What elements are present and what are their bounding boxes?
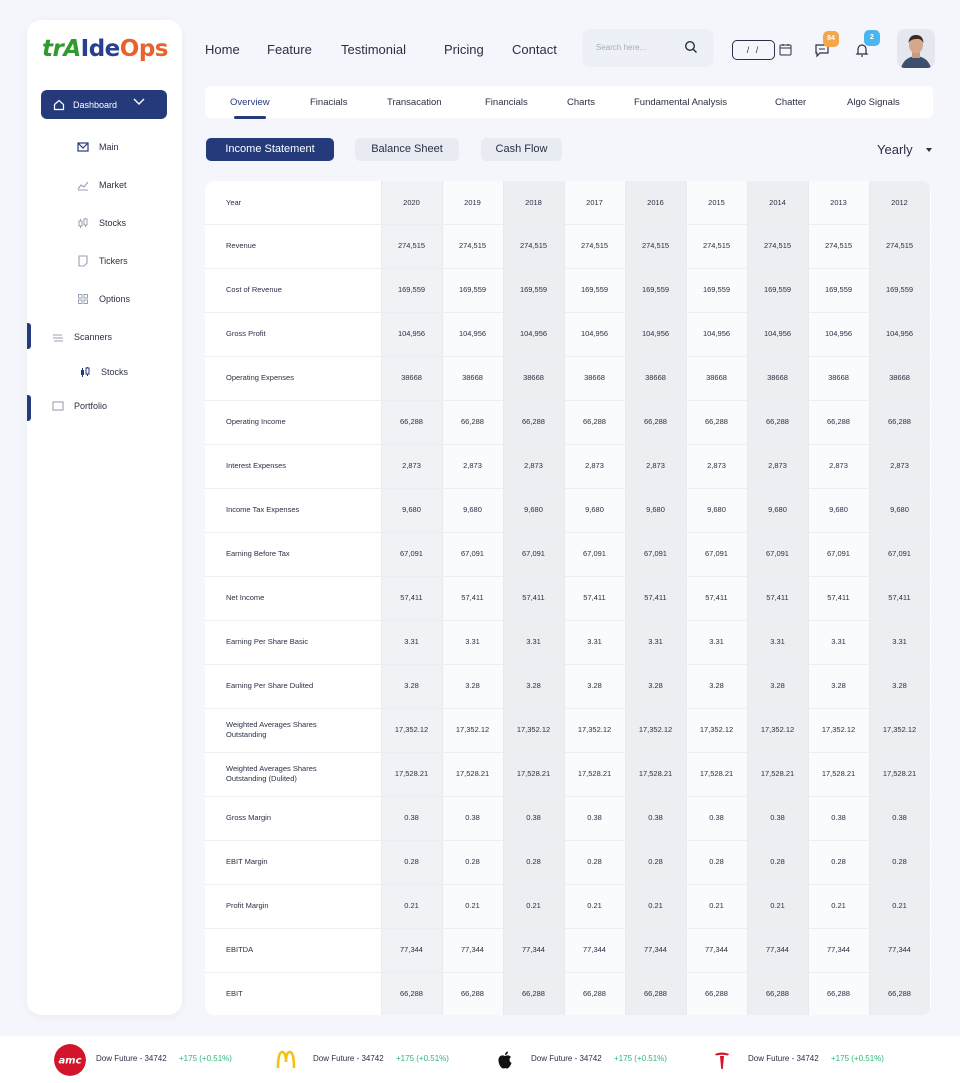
row-divider [205, 840, 931, 841]
table-cell: 17,528.21 [699, 769, 734, 778]
table-cell: 77,344 [827, 945, 850, 954]
table-cell: 3.28 [587, 681, 602, 690]
row-label: EBITDA [226, 945, 254, 954]
table-cell: 38668 [584, 373, 605, 382]
row-divider [205, 532, 931, 533]
row-divider [205, 972, 931, 973]
table-cell: 104,956 [397, 329, 426, 338]
table-cell: 17,352.12 [882, 725, 917, 734]
mcdonalds-logo [270, 1044, 302, 1076]
table-cell: 67,091 [522, 549, 545, 558]
table-cell: 17,352.12 [394, 725, 429, 734]
table-cell: 67,091 [888, 549, 911, 558]
table-cell: 17,352.12 [516, 725, 551, 734]
table-cell: 0.21 [648, 901, 663, 910]
year-header: 2014 [769, 198, 786, 207]
table-cell: 104,956 [519, 329, 548, 338]
nav-home[interactable]: Home [205, 42, 240, 57]
table-cell: 274,515 [702, 241, 731, 250]
table-cell: 17,352.12 [577, 725, 612, 734]
sidebar [27, 20, 182, 1015]
table-cell: 9,680 [768, 505, 787, 514]
table-cell: 57,411 [827, 593, 850, 602]
table-cell: 2,873 [402, 461, 421, 470]
table-cell: 66,288 [583, 417, 606, 426]
table-cell: 66,288 [766, 417, 789, 426]
table-cell: 67,091 [461, 549, 484, 558]
table-cell: 169,559 [458, 285, 487, 294]
table-cell: 0.28 [770, 857, 785, 866]
table-cell: 17,352.12 [699, 725, 734, 734]
avatar[interactable] [897, 29, 935, 68]
table-cell: 0.38 [831, 813, 846, 822]
ticker-change: +175 (+0.51%) [614, 1054, 667, 1063]
table-cell: 17,352.12 [638, 725, 673, 734]
table-cell: 0.38 [709, 813, 724, 822]
ticker-name: Dow Future - 34742 [748, 1054, 819, 1063]
table-cell: 66,288 [583, 988, 606, 998]
row-divider [205, 576, 931, 577]
row-label: Earning Per Share Dulited [226, 681, 314, 690]
active-marker [27, 395, 31, 421]
table-cell: 67,091 [705, 549, 728, 558]
row-label: Weighted Averages Shares Outstanding [226, 720, 317, 739]
mail-icon [77, 141, 89, 153]
table-cell: 2,873 [463, 461, 482, 470]
table-cell: 57,411 [461, 593, 484, 602]
table-cell: 0.21 [892, 901, 907, 910]
table-cell: 17,528.21 [455, 769, 490, 778]
svg-text:amc: amc [58, 1055, 82, 1067]
row-label: Profit Margin [226, 901, 269, 910]
table-cell: 0.38 [587, 813, 602, 822]
active-marker [27, 323, 31, 349]
row-divider [205, 796, 931, 797]
table-cell: 169,559 [763, 285, 792, 294]
year-header: 2020 [403, 198, 420, 207]
nav-pricing[interactable]: Pricing [444, 42, 484, 57]
table-cell: 66,288 [888, 417, 911, 426]
table-cell: 9,680 [402, 505, 421, 514]
table-cell: 77,344 [766, 945, 789, 954]
table-cell: 17,352.12 [455, 725, 490, 734]
table-cell: 2,873 [585, 461, 604, 470]
balance-sheet-button[interactable]: Balance Sheet [355, 138, 459, 161]
table-cell: 77,344 [583, 945, 606, 954]
table-cell: 3.31 [892, 637, 907, 646]
table-cell: 3.31 [526, 637, 541, 646]
tab-fundamental-analysis[interactable]: Fundamental Analysis [634, 97, 727, 108]
table-cell: 66,288 [522, 417, 545, 426]
table-cell: 57,411 [400, 593, 423, 602]
layers-icon [52, 331, 64, 343]
tab-algo-signals[interactable]: Algo Signals [847, 97, 900, 108]
grid-icon [77, 293, 89, 305]
table-cell: 57,411 [583, 593, 606, 602]
row-label: Gross Profit [226, 329, 266, 338]
row-label: EBIT [226, 988, 243, 998]
table-cell: 17,528.21 [577, 769, 612, 778]
candlestick-icon [79, 366, 91, 378]
sidebar-item-stocks[interactable]: Stocks [77, 217, 126, 229]
table-cell: 104,956 [763, 329, 792, 338]
income-statement-button[interactable]: Income Statement [206, 138, 334, 161]
sidebar-item-scanners-stocks[interactable]: Stocks [79, 366, 128, 378]
table-cell: 0.21 [526, 901, 541, 910]
search-placeholder: Search here... [596, 43, 647, 52]
table-cell: 169,559 [580, 285, 609, 294]
table-cell: 66,288 [461, 988, 484, 998]
table-cell: 3.31 [770, 637, 785, 646]
table-cell: 274,515 [397, 241, 426, 250]
tab-financials[interactable]: Financials [485, 97, 528, 108]
logo[interactable]: trAIdeOps [42, 36, 168, 62]
chevron-down-icon [133, 98, 145, 106]
table-cell: 9,680 [524, 505, 543, 514]
ticker-change: +175 (+0.51%) [831, 1054, 884, 1063]
table-cell: 38668 [767, 373, 788, 382]
row-label: Operating Income [226, 417, 286, 426]
table-cell: 0.28 [526, 857, 541, 866]
table-cell: 9,680 [585, 505, 604, 514]
table-cell: 66,288 [400, 417, 423, 426]
table-cell: 274,515 [641, 241, 670, 250]
table-cell: 57,411 [522, 593, 545, 602]
table-cell: 3.28 [892, 681, 907, 690]
tesla-logo [706, 1044, 738, 1076]
table-cell: 2,873 [646, 461, 665, 470]
ticker-name: Dow Future - 34742 [96, 1054, 167, 1063]
amc-logo [54, 1044, 86, 1076]
table-cell: 104,956 [458, 329, 487, 338]
table-cell: 67,091 [400, 549, 423, 558]
table-cell: 3.31 [465, 637, 480, 646]
note-icon [77, 255, 89, 267]
table-cell: 0.38 [770, 813, 785, 822]
row-label: Weighted Averages Shares Outstanding (Dulited) [226, 764, 317, 783]
table-cell: 169,559 [641, 285, 670, 294]
calendar-icon[interactable] [779, 43, 792, 56]
row-divider [205, 444, 931, 445]
row-label: EBIT Margin [226, 857, 268, 866]
home-icon [53, 99, 65, 111]
table-cell: 9,680 [829, 505, 848, 514]
nav-feature[interactable]: Feature [267, 42, 312, 57]
table-cell: 67,091 [827, 549, 850, 558]
year-header: 2012 [891, 198, 908, 207]
ticker-name: Dow Future - 34742 [531, 1054, 602, 1063]
table-cell: 17,528.21 [760, 769, 795, 778]
table-cell: 17,528.21 [638, 769, 673, 778]
tab-chatter[interactable]: Chatter [775, 97, 807, 108]
table-cell: 77,344 [644, 945, 667, 954]
chart-line-icon [77, 179, 89, 191]
dashboard-label: Dashboard [73, 99, 118, 110]
table-cell: 57,411 [705, 593, 728, 602]
nav-contact[interactable]: Contact [512, 42, 557, 57]
year-header: 2016 [647, 198, 664, 207]
sidebar-item-options[interactable]: Options [77, 293, 130, 305]
table-cell: 66,288 [766, 988, 789, 998]
nav-testimonial[interactable]: Testimonial [341, 42, 407, 57]
row-label: Gross Margin [226, 813, 272, 822]
table-cell: 0.21 [465, 901, 480, 910]
row-divider [205, 268, 931, 269]
table-cell: 38668 [401, 373, 422, 382]
row-label: Revenue [226, 241, 257, 250]
date-input[interactable]: / / [732, 40, 775, 60]
avatar-image [897, 29, 935, 68]
table-cell: 3.28 [465, 681, 480, 690]
table-cell: 38668 [828, 373, 849, 382]
income-statement-table [205, 181, 931, 1015]
row-label: Operating Expenses [226, 373, 294, 382]
table-cell: 9,680 [646, 505, 665, 514]
table-cell: 2,873 [524, 461, 543, 470]
table-cell: 66,288 [644, 988, 667, 998]
table-cell: 66,288 [705, 988, 728, 998]
row-divider [205, 400, 931, 401]
table-cell: 3.28 [526, 681, 541, 690]
sidebar-item-tickers[interactable]: Tickers [77, 255, 128, 267]
table-cell: 169,559 [824, 285, 853, 294]
table-cell: 66,288 [400, 988, 423, 998]
table-cell: 169,559 [397, 285, 426, 294]
table-cell: 104,956 [885, 329, 914, 338]
row-divider [205, 708, 931, 709]
table-cell: 2,873 [768, 461, 787, 470]
table-cell: 274,515 [519, 241, 548, 250]
tab-charts[interactable]: Charts [567, 97, 595, 108]
table-cell: 66,288 [644, 417, 667, 426]
table-cell: 17,528.21 [516, 769, 551, 778]
active-tab-underline [234, 116, 266, 119]
search-icon[interactable] [684, 40, 698, 54]
folder-icon [52, 400, 64, 412]
caret-down-icon[interactable] [926, 148, 932, 152]
table-cell: 77,344 [705, 945, 728, 954]
table-cell: 66,288 [888, 988, 911, 998]
sidebar-item-portfolio[interactable]: Portfolio [52, 400, 107, 412]
year-header: 2018 [525, 198, 542, 207]
table-cell: 0.28 [587, 857, 602, 866]
year-header: 2013 [830, 198, 847, 207]
table-cell: 9,680 [463, 505, 482, 514]
table-cell: 38668 [462, 373, 483, 382]
table-cell: 67,091 [583, 549, 606, 558]
table-cell: 66,288 [827, 988, 850, 998]
table-cell: 67,091 [766, 549, 789, 558]
table-cell: 3.31 [648, 637, 663, 646]
table-cell: 66,288 [705, 417, 728, 426]
table-cell: 0.28 [892, 857, 907, 866]
table-cell: 38668 [645, 373, 666, 382]
table-cell: 17,352.12 [821, 725, 856, 734]
dashboard-button[interactable] [41, 90, 167, 119]
table-cell: 9,680 [707, 505, 726, 514]
row-divider [205, 928, 931, 929]
table-cell: 66,288 [461, 417, 484, 426]
table-cell: 3.28 [709, 681, 724, 690]
row-divider [205, 356, 931, 357]
search-input[interactable] [582, 29, 714, 67]
table-cell: 77,344 [400, 945, 423, 954]
table-cell: 0.21 [770, 901, 785, 910]
table-cell: 0.38 [648, 813, 663, 822]
table-cell: 0.21 [404, 901, 419, 910]
sidebar-item-market[interactable]: Market [77, 179, 127, 191]
table-cell: 66,288 [827, 417, 850, 426]
row-divider [205, 620, 931, 621]
year-header: 2015 [708, 198, 725, 207]
tab-overview[interactable]: Overview [230, 97, 270, 108]
row-divider [205, 752, 931, 753]
table-cell: 104,956 [702, 329, 731, 338]
table-cell: 104,956 [641, 329, 670, 338]
table-cell: 0.21 [831, 901, 846, 910]
header-label: Year [226, 198, 242, 207]
table-cell: 17,528.21 [882, 769, 917, 778]
table-cell: 57,411 [644, 593, 667, 602]
table-cell: 169,559 [885, 285, 914, 294]
table-cell: 104,956 [824, 329, 853, 338]
table-cell: 274,515 [824, 241, 853, 250]
table-cell: 274,515 [580, 241, 609, 250]
table-cell: 3.31 [404, 637, 419, 646]
table-cell: 2,873 [890, 461, 909, 470]
ticker-change: +175 (+0.51%) [179, 1054, 232, 1063]
table-cell: 0.21 [709, 901, 724, 910]
table-cell: 0.28 [404, 857, 419, 866]
table-cell: 2,873 [829, 461, 848, 470]
row-label: Income Tax Expenses [226, 505, 300, 514]
table-cell: 104,956 [580, 329, 609, 338]
row-divider [205, 312, 931, 313]
ticker-bar [0, 1036, 960, 1083]
ticker-name: Dow Future - 34742 [313, 1054, 384, 1063]
table-cell: 274,515 [763, 241, 792, 250]
table-cell: 3.28 [770, 681, 785, 690]
row-label: Interest Expenses [226, 461, 287, 470]
row-label: Earning Per Share Basic [226, 637, 309, 646]
row-label: Earning Before Tax [226, 549, 290, 558]
apple-logo [489, 1044, 521, 1076]
tab-finacials[interactable]: Finacials [310, 97, 348, 108]
sidebar-item-scanners[interactable]: Scanners [52, 331, 112, 343]
sidebar-item-main[interactable]: Main [77, 141, 119, 153]
table-cell: 57,411 [888, 593, 911, 602]
table-cell: 57,411 [766, 593, 789, 602]
row-divider [205, 224, 931, 225]
messages-badge: 84 [823, 31, 839, 47]
tab-transacation[interactable]: Transacation [387, 97, 442, 108]
table-cell: 17,528.21 [394, 769, 429, 778]
table-cell: 0.28 [709, 857, 724, 866]
row-divider [205, 884, 931, 885]
table-cell: 0.21 [587, 901, 602, 910]
table-cell: 0.38 [892, 813, 907, 822]
table-cell: 77,344 [888, 945, 911, 954]
table-cell: 3.28 [404, 681, 419, 690]
table-cell: 0.28 [465, 857, 480, 866]
table-cell: 3.31 [709, 637, 724, 646]
table-cell: 0.28 [648, 857, 663, 866]
table-cell: 67,091 [644, 549, 667, 558]
candlestick-icon [77, 217, 89, 229]
table-cell: 77,344 [522, 945, 545, 954]
table-cell: 0.38 [404, 813, 419, 822]
table-cell: 9,680 [890, 505, 909, 514]
table-cell: 169,559 [702, 285, 731, 294]
table-cell: 38668 [523, 373, 544, 382]
year-header: 2019 [464, 198, 481, 207]
period-select[interactable]: Yearly [877, 142, 913, 157]
notifications-badge: 2 [864, 30, 880, 46]
table-cell: 2,873 [707, 461, 726, 470]
table-cell: 274,515 [885, 241, 914, 250]
cash-flow-button[interactable]: Cash Flow [481, 138, 562, 161]
table-cell: 38668 [889, 373, 910, 382]
ticker-change: +175 (+0.51%) [396, 1054, 449, 1063]
table-cell: 77,344 [461, 945, 484, 954]
table-cell: 3.31 [587, 637, 602, 646]
table-cell: 274,515 [458, 241, 487, 250]
year-header: 2017 [586, 198, 603, 207]
table-cell: 0.28 [831, 857, 846, 866]
row-divider [205, 664, 931, 665]
table-cell: 0.38 [526, 813, 541, 822]
row-label: Cost of Revenue [226, 285, 282, 294]
row-divider [205, 488, 931, 489]
table-cell: 3.28 [831, 681, 846, 690]
row-label: Net Income [226, 593, 265, 602]
table-cell: 38668 [706, 373, 727, 382]
table-cell: 3.31 [831, 637, 846, 646]
table-cell: 17,352.12 [760, 725, 795, 734]
table-cell: 0.38 [465, 813, 480, 822]
table-cell: 17,528.21 [821, 769, 856, 778]
table-cell: 169,559 [519, 285, 548, 294]
table-cell: 3.28 [648, 681, 663, 690]
table-cell: 66,288 [522, 988, 545, 998]
